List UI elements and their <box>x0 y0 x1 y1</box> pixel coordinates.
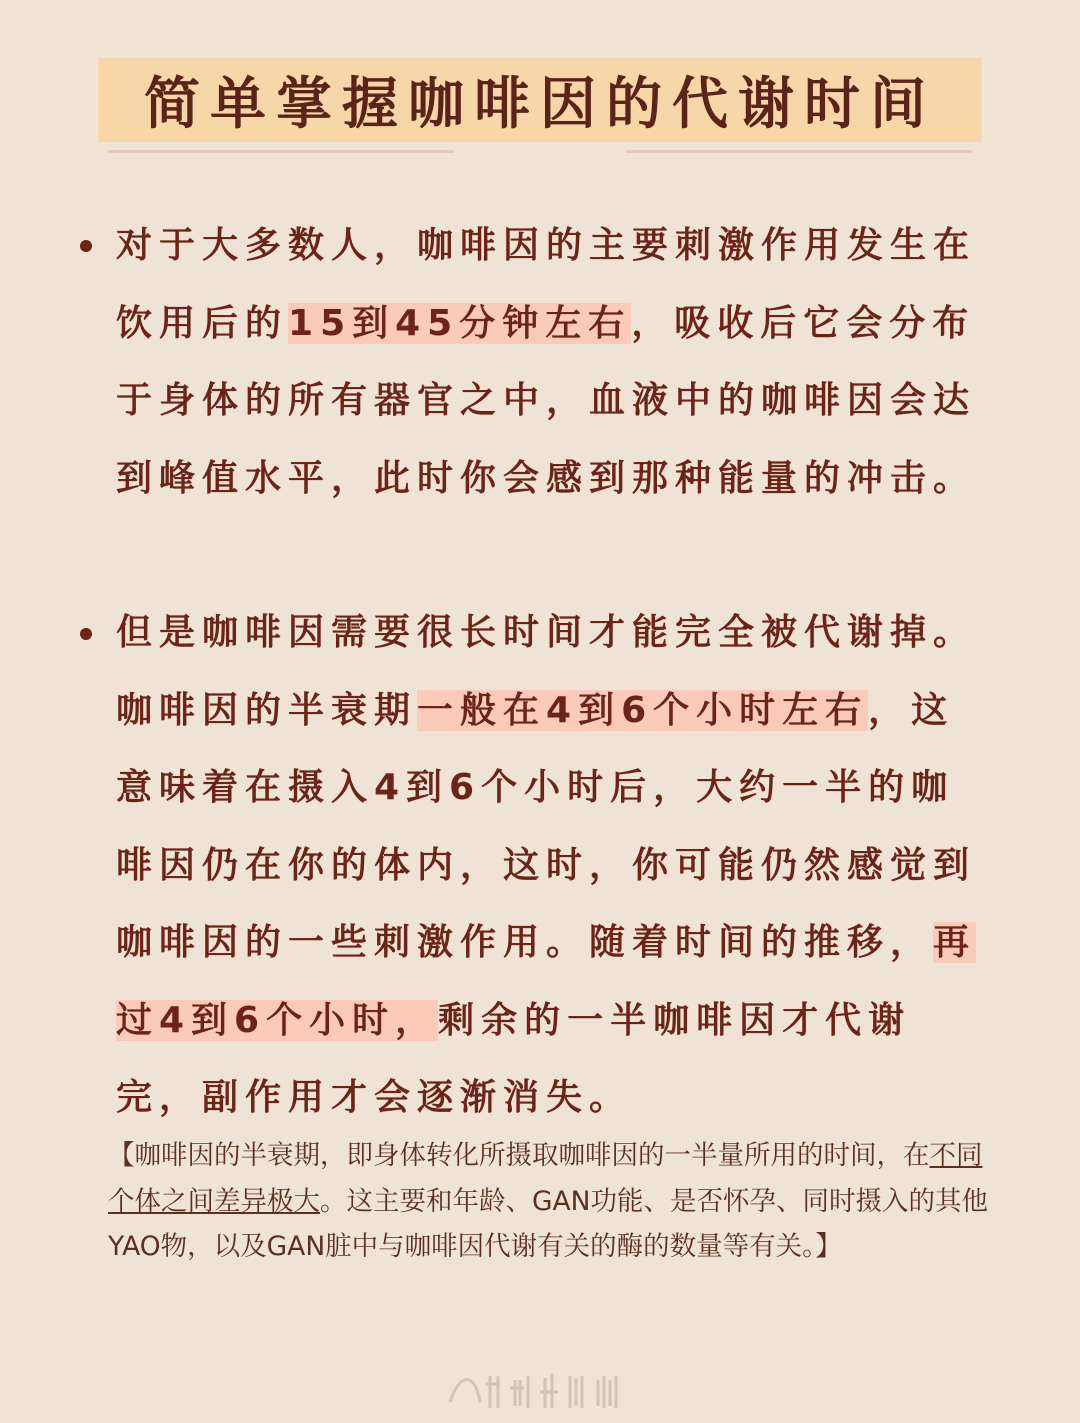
text: 剩余的一半咖啡因才代谢完，副作用才会逐渐消失。 <box>116 999 912 1118</box>
underlined-text: 不同个体之间差异极大 <box>108 1140 983 1217</box>
highlight: 一般在4到6个小时左右 <box>417 689 869 731</box>
watermark-logo <box>440 1362 650 1418</box>
text: ，吸收后它会分布于身体的所有器官之中，血液中的咖啡因会达到峰值水平，此时你会感到那种能量的冲击。 <box>116 302 977 499</box>
text: 对于大多数人，咖啡因的主要刺激作用发生在饮用后的 <box>116 225 977 344</box>
footnote <box>108 1133 988 1270</box>
highlight: 15到45分钟左右 <box>288 302 632 344</box>
title-divider-left <box>108 150 454 153</box>
text: 但是咖啡因需要很长时间才能完全被代谢掉。咖啡因的半衰期 <box>116 612 977 731</box>
text: ，这意味着在摄入4到6个小时后，大约一半的咖啡因仍在你的体内，这时，你可能仍然感觉到咖啡因的一些刺激作用。随着时间的推移， <box>116 689 977 963</box>
bullet-dot <box>80 240 92 252</box>
highlight: 再过4到6个小时， <box>116 922 977 1041</box>
text: 【咖啡因的半衰期，即身体转化所摄取咖啡因的一半量所用的时间，在 <box>108 1140 930 1171</box>
text: 。这主要和年龄、GAN功能、是否怀孕、同时摄入的其他YAO物，以及GAN脏中与咖啡因代谢有关的酶的数量等有关。】 <box>108 1185 988 1262</box>
bullet-dot <box>80 628 92 640</box>
paragraph-2 <box>116 594 982 1137</box>
title-divider-right <box>626 150 972 153</box>
paragraph-1 <box>116 207 982 517</box>
page-title: 简单掌握咖啡因的代谢时间 <box>144 71 936 137</box>
